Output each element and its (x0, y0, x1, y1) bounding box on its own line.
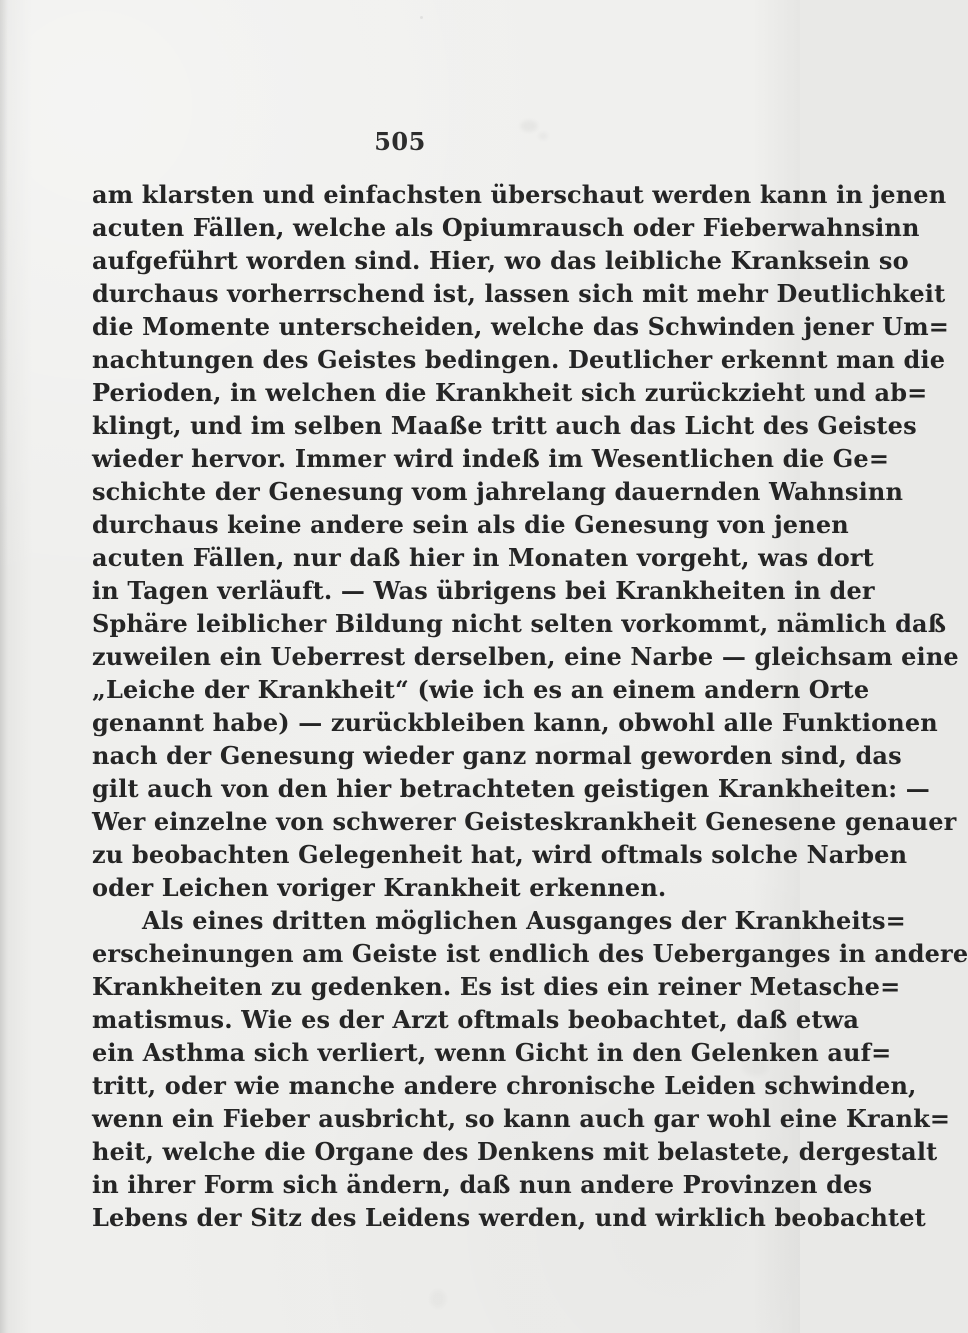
text-line: acuten Fällen, nur daß hier in Monaten vorgeht, was dort (92, 543, 874, 572)
paper-stain (430, 1290, 446, 1308)
text-line: heit, welche die Organe des Denkens mit belastete, dergestalt (92, 1137, 938, 1166)
text-line: in Tagen verläuft. — Was übrigens bei Krankheiten in der (92, 576, 875, 605)
text-line: gilt auch von den hier betrachteten geistigen Krankheiten: — (92, 774, 930, 803)
text-line: zu beobachten Gelegenheit hat, wird oftmals solche Narben (92, 840, 908, 869)
text-line: „Leiche der Krankheit“ (wie ich es an einem andern Orte (92, 675, 870, 704)
page-edge-shadow (0, 0, 8, 1333)
text-line: in ihrer Form sich ändern, daß nun andere Provinzen des (92, 1170, 873, 1199)
text-line: aufgeführt worden sind. Hier, wo das leibliche Kranksein so (92, 246, 909, 275)
text-line: genannt habe) — zurückbleiben kann, obwohl alle Funktionen (92, 708, 938, 737)
paragraph-start-line: Als eines dritten möglichen Ausganges der Krankheits= (142, 906, 906, 935)
paper-speck (420, 16, 423, 19)
text-line: Lebens der Sitz des Leidens werden, und wirklich beobachtet (92, 1203, 926, 1232)
text-line: matismus. Wie es der Arzt oftmals beobachtet, daß etwa (92, 1005, 860, 1034)
page-number: 505 (374, 127, 426, 156)
text-line: durchaus keine andere sein als die Genesung von jenen (92, 510, 849, 539)
text-line: ein Asthma sich verliert, wenn Gicht in den Gelenken auf= (92, 1038, 892, 1067)
text-line: die Momente unterscheiden, welche das Schwinden jener Um= (92, 312, 950, 341)
text-line: klingt, und im selben Maaße tritt auch das Licht des Geistes (92, 411, 917, 440)
text-line: zuweilen ein Ueberrest derselben, eine Narbe — gleichsam eine (92, 642, 959, 671)
text-line: Sphäre leiblicher Bildung nicht selten vorkommt, nämlich daß (92, 609, 947, 638)
body-text (92, 178, 968, 1234)
text-line: acuten Fällen, welche als Opiumrausch oder Fieberwahnsinn (92, 213, 920, 242)
text-line: Perioden, in welchen die Krankheit sich zurückzieht und ab= (92, 378, 928, 407)
text-line: schichte der Genesung vom jahrelang dauernden Wahnsinn (92, 477, 904, 506)
text-line: Krankheiten zu gedenken. Es ist dies ein reiner Metasche= (92, 972, 901, 1001)
text-line: nach der Genesung wieder ganz normal geworden sind, das (92, 741, 902, 770)
text-line: durchaus vorherrschend ist, lassen sich mit mehr Deutlichkeit (92, 279, 946, 308)
text-line: erscheinungen am Geiste ist endlich des Ueberganges in andere (92, 939, 968, 968)
paragraph-end-line: oder Leichen voriger Krankheit erkennen. (92, 873, 667, 902)
text-line: Wer einzelne von schwerer Geisteskrankheit Genesene genauer (92, 807, 957, 836)
text-line: wenn ein Fieber ausbricht, so kann auch gar wohl eine Krank= (92, 1104, 951, 1133)
text-line: am klarsten und einfachsten überschaut werden kann in jenen (92, 180, 947, 209)
text-line: tritt, oder wie manche andere chronische Leiden schwinden, (92, 1071, 917, 1100)
text-line: nachtungen des Geistes bedingen. Deutlicher erkennt man die (92, 345, 946, 374)
text-line: wieder hervor. Immer wird indeß im Wesentlichen die Ge= (92, 444, 890, 473)
